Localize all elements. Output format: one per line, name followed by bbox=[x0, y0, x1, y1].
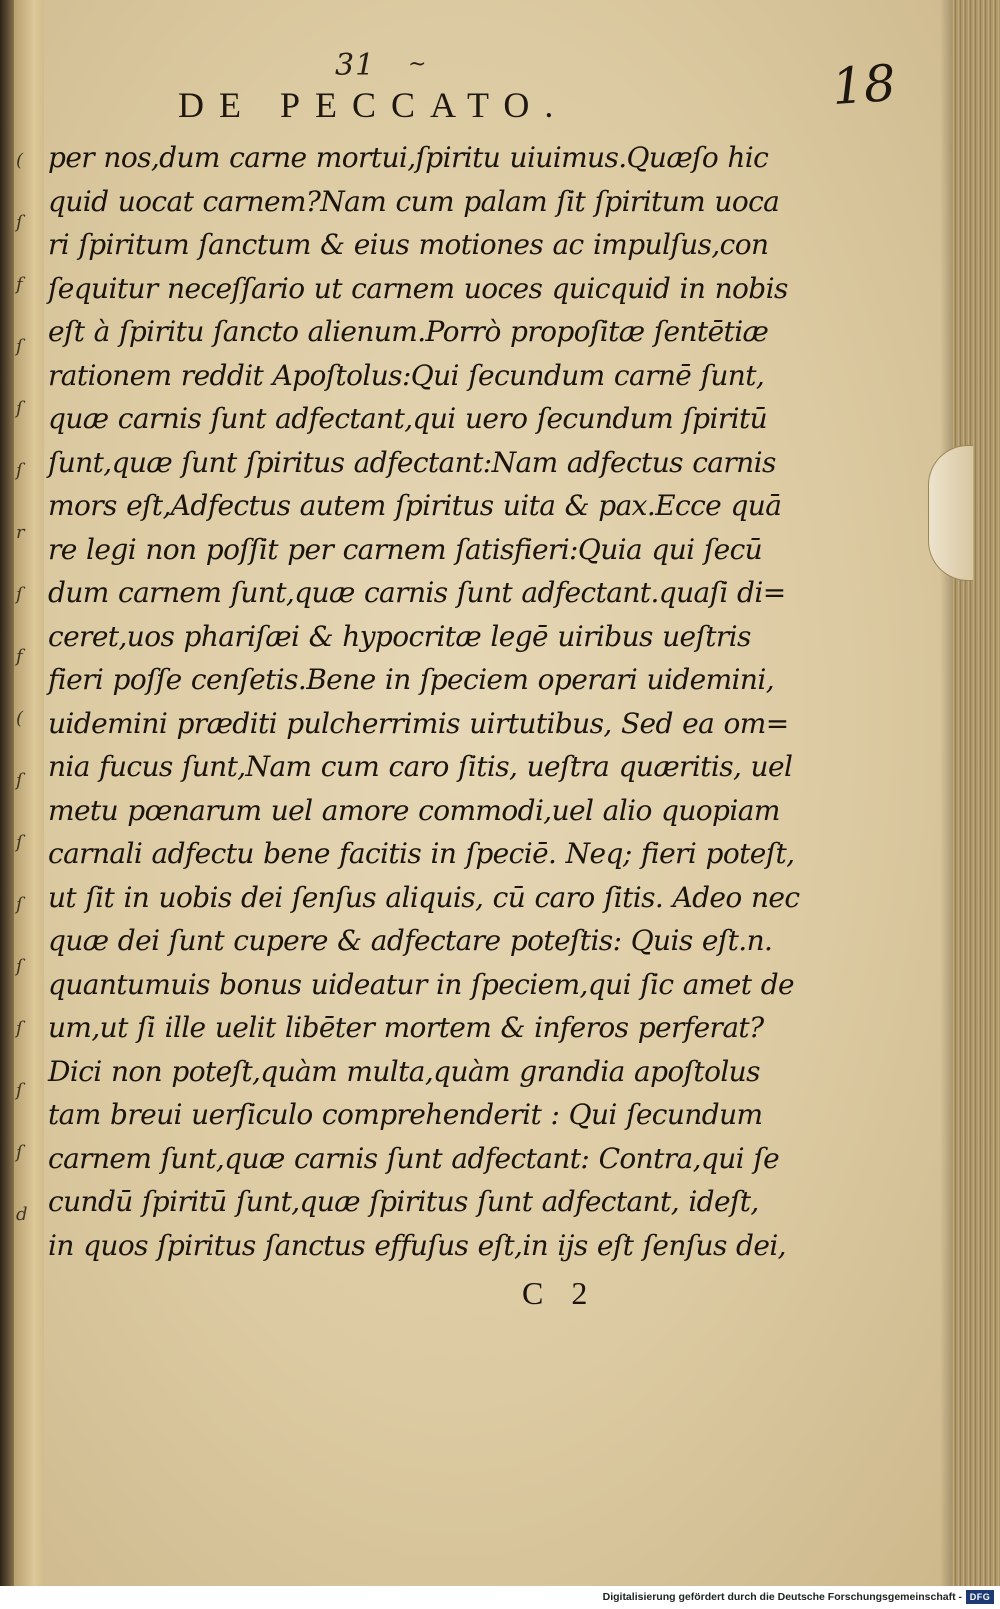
text-line: re legi non poſſit per carnem ſatisfieri:Quia qui ſecū bbox=[48, 532, 763, 566]
facing-page-glyph: ſ bbox=[16, 212, 23, 233]
text-line: dum carnem ſunt,quæ carnis ſunt adfectant.quaſi di= bbox=[48, 576, 786, 609]
text-line: uidemini præditi pulcherrimis uirtutibus, Sed ea om= bbox=[48, 706, 789, 740]
facing-page-glyph: ſ bbox=[16, 1080, 23, 1101]
text-line: carnali adfectu bene facitis in ſpeciē. Neq; fieri poteſt, bbox=[48, 837, 795, 870]
text-line: carnem ſunt,quæ carnis ſunt adfectant: Contra,qui ſe bbox=[48, 1141, 780, 1175]
facing-page-glyph: ( bbox=[16, 150, 24, 171]
facing-page-glyph: d bbox=[16, 1204, 28, 1225]
text-line: tam breui uerſiculo comprehenderit : Qui ſecundum bbox=[48, 1098, 763, 1131]
text-line: Dici non poteſt,quàm multa,quàm grandia apoſtolus bbox=[48, 1054, 760, 1088]
main-text-block bbox=[48, 136, 928, 1267]
text-line: quantumuis bonus uideatur in ſpeciem,qui ſic amet de bbox=[48, 967, 795, 1001]
facing-page-glyph: ſ bbox=[16, 584, 23, 605]
text-line: per nos,dum carne mortui,ſpiritu uiuimus.Quæſo hic bbox=[48, 141, 769, 174]
facing-page-glyph: ſ bbox=[16, 398, 23, 419]
facing-page-glyph: ſ bbox=[16, 832, 23, 853]
text-line: cundū ſpiritū ſunt,quæ ſpiritus ſunt adfectant, ideſt, bbox=[48, 1185, 759, 1218]
running-head: DE PECCATO. bbox=[178, 85, 569, 125]
text-line: quæ dei ſunt cupere & adfectare poteſtis: Quis eſt.n. bbox=[48, 924, 773, 957]
text-line: rationem reddit Apoſtolus:Qui ſecundum carnē ſunt, bbox=[48, 358, 765, 392]
text-line: ceret,uos phariſæi & hypocritæ legē uiribus ueſtris bbox=[48, 619, 751, 653]
folio-mark: ~ bbox=[408, 52, 427, 77]
facing-page-glyph: ſ bbox=[16, 1018, 23, 1039]
text-line: um,ut ſi ille uelit libēter mortem & inferos perferat? bbox=[48, 1011, 764, 1044]
facing-page-glyph: ſ bbox=[16, 1142, 23, 1163]
text-line: quæ carnis ſunt adfectant,qui uero ſecundum ſpiritū bbox=[48, 402, 768, 435]
dfg-logo: DFG bbox=[966, 1590, 994, 1604]
text-line: ſunt,quæ ſunt ſpiritus adfectant:Nam adfectus carnis bbox=[48, 445, 776, 479]
facing-page-glyph: r bbox=[16, 522, 25, 543]
text-line: ri ſpiritum ſanctum & eius motiones ac impulſus,con bbox=[48, 228, 769, 261]
facing-page-glyph: ſ bbox=[16, 894, 23, 915]
page-tab-marker bbox=[928, 445, 973, 581]
facing-page-glyph: ſ bbox=[16, 770, 23, 791]
handwritten-leaf-number: 18 bbox=[830, 53, 898, 117]
text-line: ſequitur neceſſario ut carnem uoces quicquid in nobis bbox=[48, 271, 788, 305]
text-line: eſt à ſpiritu ſancto alienum.Porrò propoſitæ ſentētiæ bbox=[48, 315, 769, 348]
text-line: quid uocat carnem?Nam cum palam ſit ſpiritum uoca bbox=[48, 184, 780, 218]
facing-page-glyph: ( bbox=[16, 708, 24, 729]
facing-page-glyph: ſ bbox=[16, 956, 23, 977]
text-line: ut ſit in uobis dei ſenſus aliquis, cū caro ſitis. Adeo nec bbox=[48, 880, 800, 914]
text-line: nia fucus ſunt,Nam cum caro ſitis, ueſtra quæritis, uel bbox=[48, 750, 793, 783]
facing-page-glyph: f bbox=[16, 274, 23, 295]
text-line: mors eſt,Adfectus autem ſpiritus uita & pax.Ecce quā bbox=[48, 489, 782, 522]
text-line: fieri poſſe cenſetis.Bene in ſpeciem operari uidemini, bbox=[48, 663, 775, 696]
handwritten-folio-number: 31 bbox=[335, 48, 376, 83]
facing-page-glyph: f bbox=[16, 646, 23, 667]
facing-page-marks bbox=[16, 0, 36, 1586]
facing-page-glyph: ſ bbox=[16, 336, 23, 357]
text-line: metu pœnarum uel amore commodi,uel alio quopiam bbox=[48, 793, 780, 827]
signature-mark: C 2 bbox=[522, 1275, 598, 1311]
stacked-page-edges bbox=[952, 0, 1000, 1586]
text-line: in quos ſpiritus ſanctus effuſus eſt,in ijs eſt ſenſus dei, bbox=[48, 1228, 786, 1262]
facing-page-glyph: ſ bbox=[16, 460, 23, 481]
funding-credit: Digitalisierung gefördert durch die Deutsche Forschungsgemeinschaft - bbox=[602, 1591, 962, 1603]
